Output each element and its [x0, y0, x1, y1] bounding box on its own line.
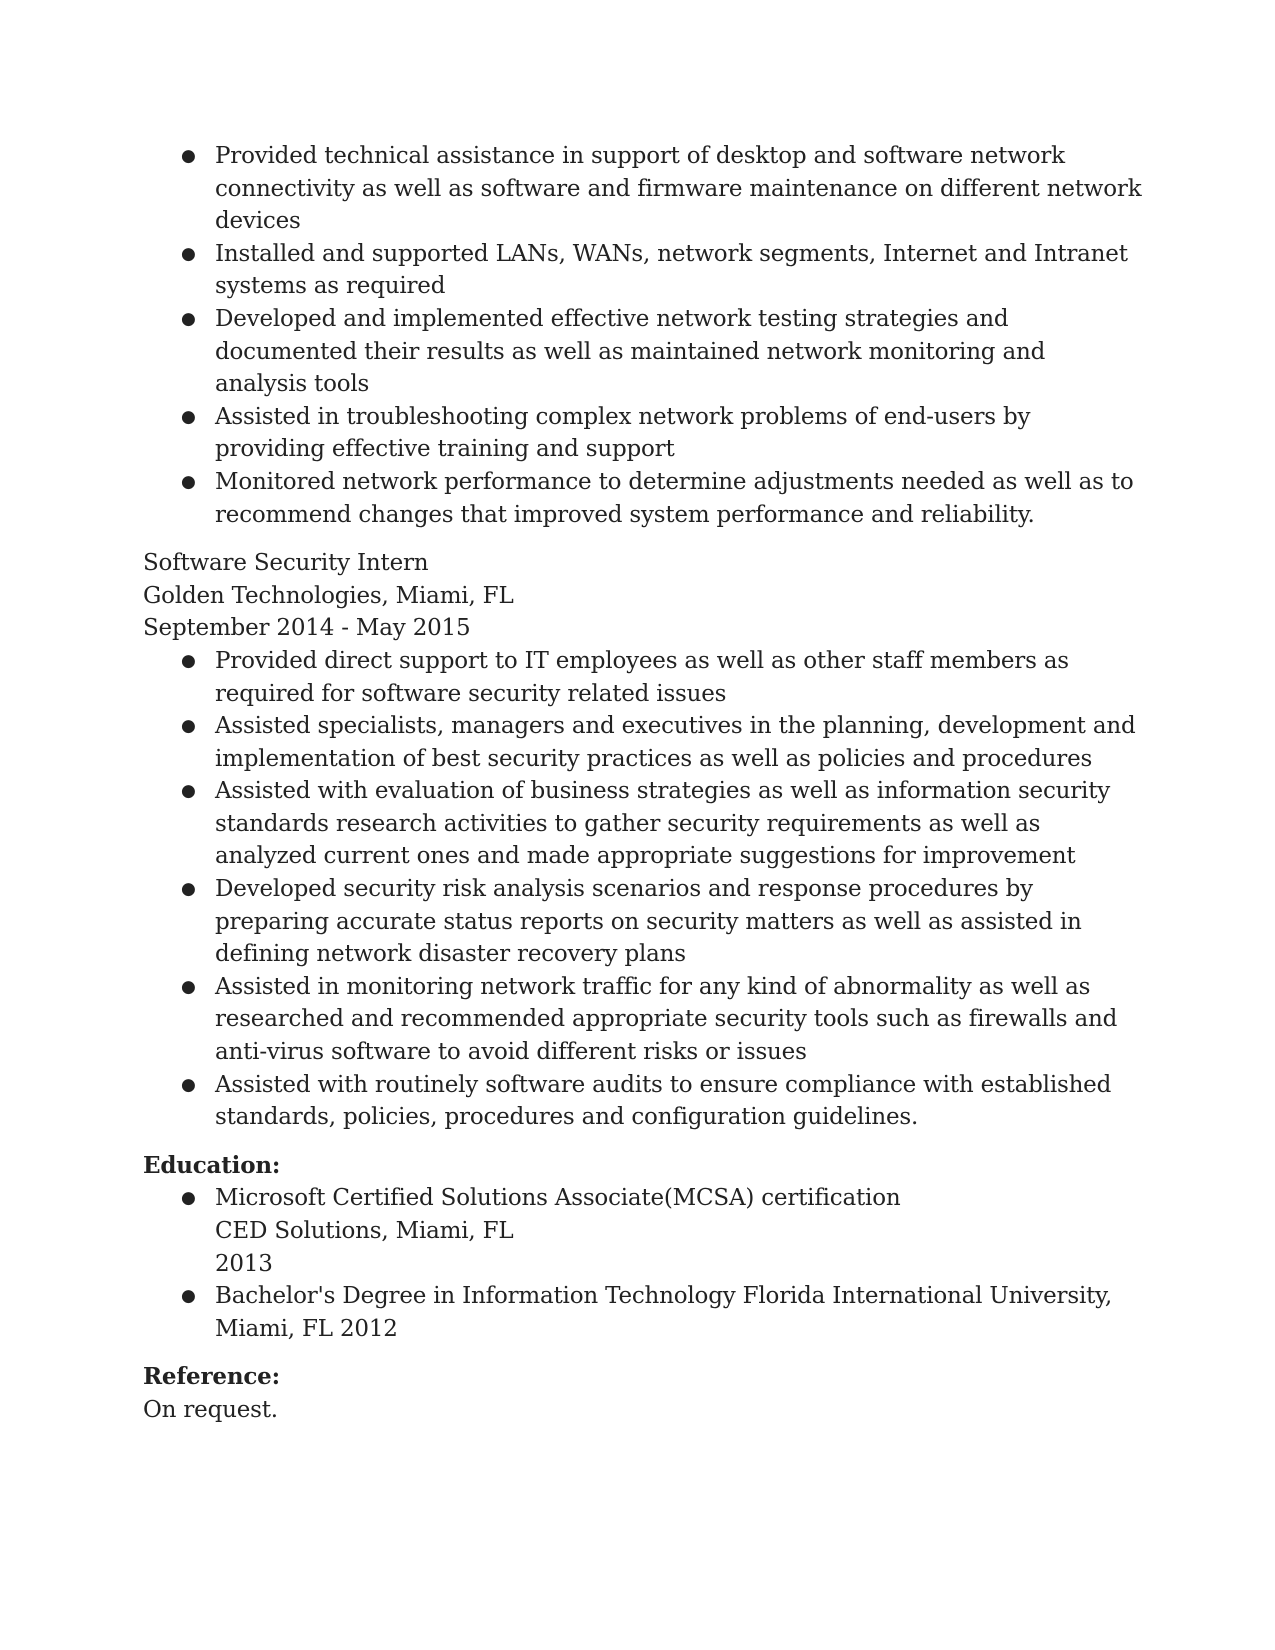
bullet-icon: ● — [181, 308, 196, 329]
job-2-bullet-list — [143, 645, 1143, 1134]
list-item — [143, 971, 1143, 1069]
degree-text: Bachelor's Degree in Information Technology Florida International University, Miami, FL 2012 — [215, 1283, 1113, 1342]
bullet-icon: ● — [181, 406, 196, 427]
bullet-text: Assisted with evaluation of business strategies as well as information security standards research activities to gather security requirements as well as analyzed current ones and made appropriate suggestions for improvement — [215, 778, 1111, 870]
list-item — [143, 1280, 1143, 1345]
list-item — [143, 466, 1143, 531]
job-1-bullet-list — [143, 140, 1143, 531]
bullet-text: Assisted in monitoring network traffic for any kind of abnormality as well as researched and recommended appropriate security tools such as firewalls and anti-virus software to avoid different risks or issues — [215, 973, 1118, 1066]
list-item — [143, 238, 1143, 303]
certification-name: Microsoft Certified Solutions Associate(MCSA) certification — [215, 1185, 901, 1212]
list-item — [143, 645, 1143, 710]
bullet-text: Monitored network performance to determine adjustments needed as well as to recommend changes that improved system performance and reliability. — [215, 468, 1134, 528]
bullet-text: Developed security risk analysis scenarios and response procedures by preparing accurate status reports on security matters as well as assisted in defining network disaster recovery plans — [215, 876, 1082, 968]
list-item — [143, 1069, 1143, 1134]
certification-year: 2013 — [215, 1250, 273, 1277]
bullet-icon: ● — [181, 716, 196, 737]
bullet-icon: ● — [181, 879, 196, 900]
list-item — [143, 1182, 1143, 1280]
bullet-icon: ● — [181, 471, 196, 492]
job-title: Software Security Intern — [143, 550, 429, 577]
job-2-header — [143, 547, 1143, 645]
bullet-icon: ● — [181, 650, 196, 671]
bullet-icon: ● — [181, 1188, 196, 1209]
bullet-text: Assisted in troubleshooting complex network problems of end-users by providing effective training and support — [215, 403, 1031, 463]
bullet-text: Developed and implemented effective network testing strategies and documented their results as well as maintained network monitoring and analysis tools — [215, 305, 1046, 398]
resume-page — [143, 140, 1143, 1427]
bullet-text: Installed and supported LANs, WANs, network segments, Internet and Intranet systems as required — [215, 240, 1128, 300]
bullet-icon: ● — [181, 243, 196, 264]
list-item — [143, 401, 1143, 466]
list-item — [143, 873, 1143, 971]
certification-institution: CED Solutions, Miami, FL — [215, 1218, 514, 1244]
list-item — [143, 710, 1143, 775]
bullet-icon: ● — [181, 1286, 196, 1307]
reference-text: On request. — [143, 1396, 278, 1423]
bullet-text: Provided technical assistance in support of desktop and software network connectivity as well as software and firmware maintenance on different network devices — [215, 143, 1142, 235]
bullet-icon: ● — [181, 976, 196, 997]
list-item — [143, 303, 1143, 401]
employment-dates: September 2014 - May 2015 — [143, 615, 471, 642]
education-list — [143, 1182, 1143, 1345]
bullet-icon: ● — [181, 1074, 196, 1095]
list-item — [143, 140, 1143, 238]
bullet-text: Assisted specialists, managers and executives in the planning, development and implementation of best security practices as well as policies and procedures — [215, 713, 1136, 772]
list-item — [143, 775, 1143, 873]
bullet-icon: ● — [181, 781, 196, 802]
bullet-icon: ● — [181, 146, 196, 166]
reference-heading: Reference: — [143, 1363, 280, 1391]
company-location: Golden Technologies, Miami, FL — [143, 582, 514, 609]
bullet-text: Provided direct support to IT employees as well as other staff members as required for software security related issues — [215, 647, 1069, 707]
education-heading: Education: — [143, 1151, 281, 1179]
bullet-text: Assisted with routinely software audits to ensure compliance with established standards, policies, procedures and configuration guidelines. — [215, 1071, 1112, 1131]
